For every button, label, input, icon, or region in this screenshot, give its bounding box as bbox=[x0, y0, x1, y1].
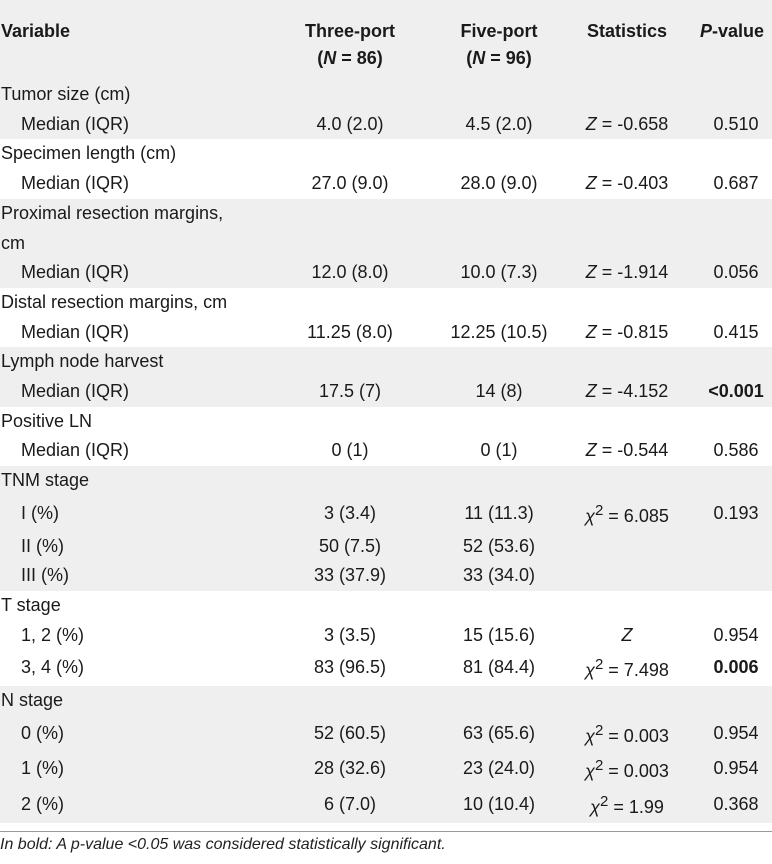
table-row bbox=[0, 650, 772, 686]
cell-variable: Median (IQR) bbox=[21, 173, 130, 194]
table-row bbox=[0, 686, 772, 716]
cell-variable: Distal resection margins, cm bbox=[1, 291, 228, 312]
header-row bbox=[0, 0, 772, 80]
table-row bbox=[0, 139, 772, 169]
cell-three-port: 4.0 (2.0) bbox=[316, 113, 384, 134]
cell-statistics: $\chi^2 = 6.085$ bbox=[585, 501, 669, 526]
cell-variable: 1, 2 (%) bbox=[21, 624, 85, 645]
cell-five-port: 11 (11.3) bbox=[464, 502, 534, 523]
cell-three-port bbox=[270, 407, 430, 437]
cell-variable: Median (IQR) bbox=[21, 262, 130, 283]
cell-variable: N stage bbox=[1, 690, 64, 711]
cell-variable: Lymph node harvest bbox=[1, 351, 164, 372]
header-three-port-n: (N = 86) bbox=[317, 48, 383, 68]
cell-p-value: 0.954 bbox=[713, 624, 759, 645]
cell-variable: TNM stage bbox=[1, 470, 90, 491]
cell-p-value: 0.056 bbox=[713, 262, 759, 283]
header-five-port-label: Five-port bbox=[460, 21, 538, 41]
cell-p-value: 0.954 bbox=[713, 758, 759, 779]
cell-three-port: 12.0 (8.0) bbox=[311, 262, 389, 283]
cell-five-port: 15 (15.6) bbox=[462, 624, 536, 645]
table-row bbox=[0, 258, 772, 288]
cell-statistics: $\chi^2 = 0.003$ bbox=[585, 721, 669, 746]
cell-five-port: 10.0 (7.3) bbox=[460, 262, 538, 283]
cell-p-value: 0.415 bbox=[713, 321, 759, 342]
cell-five-port: 81 (84.4) bbox=[462, 657, 536, 678]
cell-statistics bbox=[568, 407, 686, 437]
cell-variable: Positive LN bbox=[1, 410, 93, 431]
cell-three-port: 11.25 (8.0) bbox=[307, 321, 393, 342]
bottom-rule bbox=[0, 831, 772, 832]
cell-variable: 1 (%) bbox=[21, 758, 65, 779]
cell-three-port: 0 (1) bbox=[331, 440, 369, 461]
cell-three-port bbox=[270, 80, 430, 110]
cell-variable: III (%) bbox=[21, 565, 69, 586]
cell-p-value bbox=[686, 407, 772, 437]
table-row bbox=[0, 436, 772, 466]
cell-three-port: 3 (3.4) bbox=[323, 502, 377, 523]
cell-statistics: $\chi^2 = 7.498$ bbox=[585, 656, 669, 681]
cell-p-value bbox=[686, 347, 772, 377]
cell-statistics bbox=[568, 591, 686, 621]
cell-five-port bbox=[430, 591, 568, 621]
cell-five-port bbox=[430, 229, 568, 259]
cell-p-value: 0.006 bbox=[713, 657, 759, 678]
cell-three-port bbox=[270, 229, 430, 259]
cell-p-value bbox=[686, 561, 772, 591]
cell-three-port: 52 (60.5) bbox=[313, 722, 387, 743]
table-row bbox=[0, 787, 772, 823]
table-row bbox=[0, 318, 772, 348]
cell-p-value bbox=[686, 139, 772, 169]
cell-statistics: Z = -0.815 bbox=[585, 321, 669, 342]
table-row bbox=[0, 347, 772, 377]
table-row bbox=[0, 407, 772, 437]
header-three-port-label: Three-port bbox=[305, 21, 395, 41]
cell-five-port bbox=[430, 347, 568, 377]
cell-five-port bbox=[430, 288, 568, 318]
cell-variable: Specimen length (cm) bbox=[1, 143, 177, 164]
cell-three-port: 33 (37.9) bbox=[313, 565, 387, 586]
table-row bbox=[0, 621, 772, 651]
cell-three-port: 17.5 (7) bbox=[318, 381, 382, 402]
header-p-value: P-value bbox=[699, 21, 764, 41]
table-row bbox=[0, 466, 772, 496]
cell-p-value bbox=[686, 199, 772, 229]
cell-variable: Median (IQR) bbox=[21, 113, 130, 134]
cell-three-port bbox=[270, 591, 430, 621]
cell-five-port bbox=[430, 686, 568, 716]
cell-p-value: 0.687 bbox=[713, 173, 759, 194]
footnote: In bold: A p-value <0.05 was considered statistically significant. bbox=[0, 836, 446, 853]
cell-variable: Median (IQR) bbox=[21, 321, 130, 342]
cell-three-port: 28 (32.6) bbox=[313, 758, 387, 779]
cell-three-port: 3 (3.5) bbox=[323, 624, 377, 645]
header-five-port-n: (N = 96) bbox=[466, 48, 532, 68]
cell-three-port bbox=[270, 139, 430, 169]
table-row bbox=[0, 229, 772, 259]
cell-variable: Median (IQR) bbox=[21, 381, 130, 402]
cell-statistics bbox=[568, 80, 686, 110]
cell-p-value: 0.510 bbox=[713, 113, 759, 134]
cell-p-value: <0.001 bbox=[708, 381, 764, 402]
cell-five-port bbox=[430, 139, 568, 169]
header-statistics: Statistics bbox=[586, 21, 668, 41]
cell-statistics: $\chi^2 = 1.99$ bbox=[590, 793, 664, 818]
cell-five-port: 4.5 (2.0) bbox=[465, 113, 533, 134]
cell-three-port: 83 (96.5) bbox=[313, 657, 387, 678]
cell-p-value: 0.586 bbox=[713, 440, 759, 461]
cell-variable: 0 (%) bbox=[21, 722, 65, 743]
table-body bbox=[0, 80, 772, 823]
cell-statistics: Z = -0.658 bbox=[585, 113, 669, 134]
cell-three-port bbox=[270, 686, 430, 716]
cell-five-port: 10 (10.4) bbox=[462, 794, 536, 815]
cell-variable: T stage bbox=[1, 594, 61, 615]
header-three-port bbox=[270, 0, 430, 80]
cell-p-value bbox=[686, 288, 772, 318]
cell-five-port bbox=[430, 199, 568, 229]
cell-three-port bbox=[270, 199, 430, 229]
cell-three-port: 27.0 (9.0) bbox=[311, 173, 389, 194]
table-row bbox=[0, 288, 772, 318]
cell-five-port: 0 (1) bbox=[480, 440, 518, 461]
cell-five-port: 52 (53.6) bbox=[462, 535, 536, 556]
cell-statistics: Z = -1.914 bbox=[585, 262, 669, 283]
cell-statistics bbox=[568, 561, 686, 591]
cell-five-port: 12.25 (10.5) bbox=[450, 321, 548, 342]
cell-variable: 2 (%) bbox=[21, 794, 65, 815]
table-row bbox=[0, 496, 772, 532]
cell-statistics bbox=[568, 229, 686, 259]
cell-p-value bbox=[686, 80, 772, 110]
cell-three-port bbox=[270, 466, 430, 496]
cell-statistics bbox=[568, 288, 686, 318]
cell-variable: Median (IQR) bbox=[21, 440, 130, 461]
cell-three-port bbox=[270, 288, 430, 318]
cell-three-port: 6 (7.0) bbox=[323, 794, 377, 815]
cell-statistics: Z = -0.403 bbox=[585, 173, 669, 194]
cell-five-port bbox=[430, 80, 568, 110]
cell-statistics bbox=[568, 466, 686, 496]
cell-p-value: 0.368 bbox=[713, 794, 759, 815]
table-row bbox=[0, 532, 772, 562]
table-row bbox=[0, 591, 772, 621]
table-row bbox=[0, 751, 772, 787]
cell-variable: 3, 4 (%) bbox=[21, 657, 85, 678]
cell-statistics bbox=[568, 532, 686, 562]
table-row bbox=[0, 561, 772, 591]
table-row bbox=[0, 377, 772, 407]
table-row bbox=[0, 169, 772, 199]
cell-variable: Tumor size (cm) bbox=[1, 84, 131, 104]
cell-variable: cm bbox=[1, 232, 25, 253]
cell-p-value: 0.193 bbox=[713, 502, 759, 523]
cell-five-port bbox=[430, 407, 568, 437]
cell-five-port: 23 (24.0) bbox=[462, 758, 536, 779]
table-row bbox=[0, 80, 772, 110]
cell-variable: II (%) bbox=[21, 535, 64, 556]
table-row bbox=[0, 199, 772, 229]
table-row bbox=[0, 110, 772, 140]
cell-five-port: 28.0 (9.0) bbox=[460, 173, 538, 194]
cell-five-port: 14 (8) bbox=[475, 381, 523, 402]
cell-variable: Proximal resection margins, bbox=[1, 202, 224, 223]
cell-statistics: $\chi^2 = 0.003$ bbox=[585, 757, 669, 782]
cell-three-port bbox=[270, 347, 430, 377]
table-row bbox=[0, 716, 772, 752]
header-variable: Variable bbox=[1, 21, 71, 41]
cell-p-value bbox=[686, 229, 772, 259]
cell-statistics bbox=[568, 199, 686, 229]
cell-p-value bbox=[686, 466, 772, 496]
cell-statistics: Z = -0.544 bbox=[585, 440, 669, 461]
cell-statistics bbox=[568, 139, 686, 169]
cell-p-value bbox=[686, 591, 772, 621]
cell-p-value: 0.954 bbox=[713, 722, 759, 743]
cell-five-port: 63 (65.6) bbox=[462, 722, 536, 743]
cell-statistics bbox=[568, 686, 686, 716]
cell-statistics bbox=[568, 347, 686, 377]
cell-p-value bbox=[686, 532, 772, 562]
cell-statistics: Z bbox=[621, 624, 633, 645]
cell-five-port: 33 (34.0) bbox=[462, 565, 536, 586]
cell-three-port: 50 (7.5) bbox=[318, 535, 382, 556]
cell-variable: I (%) bbox=[21, 502, 59, 523]
cell-p-value bbox=[686, 686, 772, 716]
cell-statistics: Z = -4.152 bbox=[585, 381, 669, 402]
header-five-port bbox=[430, 0, 568, 80]
cell-five-port bbox=[430, 466, 568, 496]
